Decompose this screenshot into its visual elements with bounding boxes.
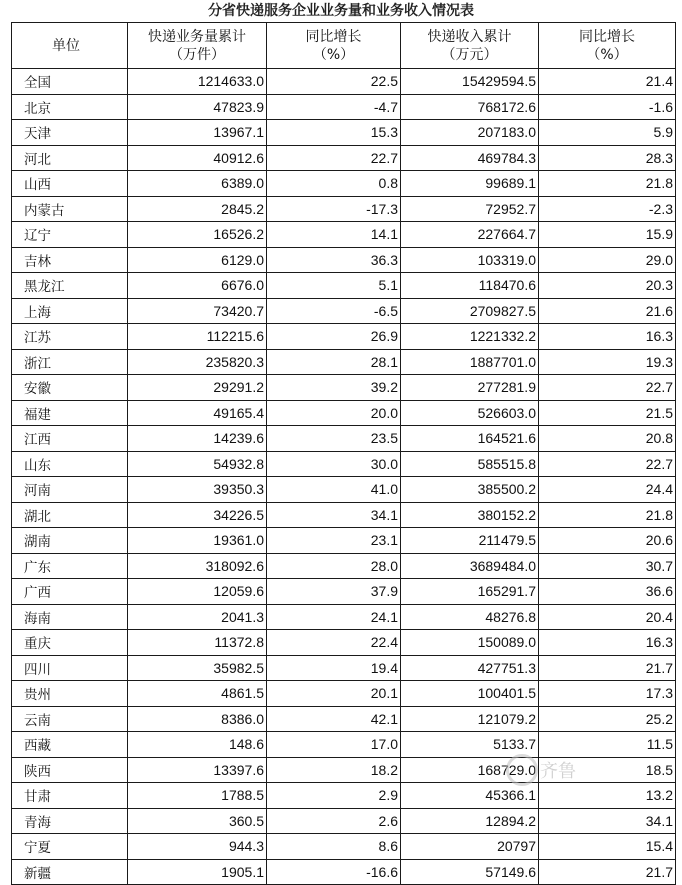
header-revenue-growth [539,23,676,69]
volume-cell: 14239.6 [128,426,267,452]
header-volume-growth-label: 同比增长 [305,28,362,45]
revenue-growth-cell: 30.7 [539,553,676,579]
revenue-growth-cell: 20.6 [539,528,676,554]
region-cell: 山西 [12,171,128,197]
revenue-cell: 5133.7 [401,732,539,758]
revenue-growth-cell: 22.7 [539,451,676,477]
region-cell: 黑龙江 [12,273,128,299]
revenue-cell: 227664.7 [401,222,539,248]
region-cell: 江苏 [12,324,128,350]
watermark-logo-icon [506,754,538,786]
volume-growth-cell: -17.3 [267,196,401,222]
region-cell: 北京 [12,94,128,120]
volume-growth-cell: 8.6 [267,834,401,860]
volume-cell: 11372.8 [128,630,267,656]
volume-growth-cell: 14.1 [267,222,401,248]
revenue-growth-cell: 34.1 [539,808,676,834]
volume-cell: 1788.5 [128,783,267,809]
header-revenue-label: 快递收入累计 [427,28,512,45]
volume-growth-cell: 23.1 [267,528,401,554]
revenue-growth-cell: 29.0 [539,247,676,273]
revenue-growth-cell: 21.8 [539,171,676,197]
table-row [12,324,676,350]
volume-cell: 47823.9 [128,94,267,120]
revenue-growth-cell: 21.8 [539,502,676,528]
volume-cell: 13397.6 [128,757,267,783]
volume-cell: 49165.4 [128,400,267,426]
table-row [12,604,676,630]
volume-growth-cell: 42.1 [267,706,401,732]
volume-growth-cell: 5.1 [267,273,401,299]
region-cell: 宁夏 [12,834,128,860]
revenue-cell: 207183.0 [401,120,539,146]
volume-growth-cell: -16.6 [267,859,401,885]
table-row [12,553,676,579]
region-cell: 天津 [12,120,128,146]
volume-cell: 12059.6 [128,579,267,605]
table-row [12,69,676,95]
revenue-cell: 385500.2 [401,477,539,503]
volume-growth-cell: 41.0 [267,477,401,503]
table-row [12,706,676,732]
table-row [12,579,676,605]
revenue-growth-cell: 17.3 [539,681,676,707]
volume-cell: 944.3 [128,834,267,860]
revenue-cell: 211479.5 [401,528,539,554]
table-row [12,808,676,834]
volume-growth-cell: 22.7 [267,145,401,171]
volume-growth-cell: 28.0 [267,553,401,579]
header-volume [128,23,267,69]
revenue-growth-cell: 36.6 [539,579,676,605]
table-row [12,349,676,375]
region-cell: 浙江 [12,349,128,375]
revenue-growth-cell: 16.3 [539,324,676,350]
revenue-cell: 118470.6 [401,273,539,299]
table-row [12,477,676,503]
revenue-cell: 168729.0 [401,757,539,783]
volume-cell: 73420.7 [128,298,267,324]
revenue-growth-cell: 19.3 [539,349,676,375]
revenue-growth-cell: 21.5 [539,400,676,426]
revenue-cell: 103319.0 [401,247,539,273]
revenue-growth-cell: 21.7 [539,655,676,681]
revenue-growth-cell: 20.8 [539,426,676,452]
revenue-cell: 150089.0 [401,630,539,656]
volume-growth-cell: 20.0 [267,400,401,426]
revenue-cell: 164521.6 [401,426,539,452]
region-cell: 河北 [12,145,128,171]
revenue-cell: 1221332.2 [401,324,539,350]
revenue-cell: 45366.1 [401,783,539,809]
revenue-cell: 165291.7 [401,579,539,605]
revenue-growth-cell: 24.4 [539,477,676,503]
region-cell: 河南 [12,477,128,503]
revenue-growth-cell: 25.2 [539,706,676,732]
revenue-growth-cell: 28.3 [539,145,676,171]
table-row [12,298,676,324]
table-title: 分省快递服务企业业务量和业务收入情况表 [208,3,474,19]
table-row [12,859,676,885]
revenue-cell: 380152.2 [401,502,539,528]
volume-cell: 6129.0 [128,247,267,273]
volume-cell: 13967.1 [128,120,267,146]
revenue-growth-cell: 18.5 [539,757,676,783]
revenue-cell: 768172.6 [401,94,539,120]
volume-cell: 2845.2 [128,196,267,222]
region-cell: 云南 [12,706,128,732]
table-row [12,375,676,401]
table-row [12,222,676,248]
revenue-cell: 427751.3 [401,655,539,681]
volume-cell: 16526.2 [128,222,267,248]
region-cell: 安徽 [12,375,128,401]
revenue-growth-cell: 5.9 [539,120,676,146]
region-cell: 湖北 [12,502,128,528]
table-row [12,196,676,222]
volume-growth-cell: 19.4 [267,655,401,681]
revenue-growth-cell: 11.5 [539,732,676,758]
revenue-growth-cell: -2.3 [539,196,676,222]
revenue-growth-cell: 21.7 [539,859,676,885]
table-row [12,145,676,171]
region-cell: 西藏 [12,732,128,758]
region-cell: 全国 [12,69,128,95]
header-unit: 单位 [12,23,128,69]
region-cell: 广西 [12,579,128,605]
volume-growth-cell: 22.4 [267,630,401,656]
volume-growth-cell: 17.0 [267,732,401,758]
revenue-cell: 12894.2 [401,808,539,834]
volume-growth-cell: 39.2 [267,375,401,401]
header-revenue-unit: （万元） [441,46,498,63]
region-cell: 海南 [12,604,128,630]
header-volume-unit: （万件） [169,46,225,63]
revenue-growth-cell: 20.3 [539,273,676,299]
header-revenue-growth-label: 同比增长 [579,28,635,45]
volume-cell: 148.6 [128,732,267,758]
volume-growth-cell: 0.8 [267,171,401,197]
revenue-cell: 3689484.0 [401,553,539,579]
region-cell: 四川 [12,655,128,681]
revenue-cell: 1887701.0 [401,349,539,375]
header-volume-growth-unit: （%） [312,46,355,63]
header-revenue [401,23,539,69]
volume-growth-cell: 37.9 [267,579,401,605]
volume-growth-cell: 15.3 [267,120,401,146]
region-cell: 陕西 [12,757,128,783]
region-cell: 吉林 [12,247,128,273]
volume-cell: 39350.3 [128,477,267,503]
volume-cell: 2041.3 [128,604,267,630]
revenue-cell: 277281.9 [401,375,539,401]
volume-growth-cell: 30.0 [267,451,401,477]
volume-growth-cell: 36.3 [267,247,401,273]
revenue-cell: 99689.1 [401,171,539,197]
revenue-cell: 72952.7 [401,196,539,222]
region-cell: 重庆 [12,630,128,656]
volume-cell: 6389.0 [128,171,267,197]
volume-growth-cell: 26.9 [267,324,401,350]
volume-growth-cell: 18.2 [267,757,401,783]
table-row [12,655,676,681]
header-volume-growth [267,23,401,69]
revenue-growth-cell: 20.4 [539,604,676,630]
region-cell: 甘肃 [12,783,128,809]
volume-cell: 235820.3 [128,349,267,375]
volume-growth-cell: -6.5 [267,298,401,324]
table-row [12,247,676,273]
revenue-cell: 469784.3 [401,145,539,171]
table-row [12,400,676,426]
region-cell: 贵州 [12,681,128,707]
table-row [12,528,676,554]
region-cell: 辽宁 [12,222,128,248]
revenue-cell: 48276.8 [401,604,539,630]
table-row [12,451,676,477]
volume-cell: 112215.6 [128,324,267,350]
table-row [12,120,676,146]
header-volume-label: 快递业务量累计 [148,28,246,45]
volume-cell: 35982.5 [128,655,267,681]
volume-growth-cell: 2.6 [267,808,401,834]
watermark [506,748,616,788]
table-row [12,426,676,452]
volume-cell: 360.5 [128,808,267,834]
revenue-growth-cell: 15.4 [539,834,676,860]
table-row [12,834,676,860]
revenue-cell: 57149.6 [401,859,539,885]
region-cell: 青海 [12,808,128,834]
volume-cell: 318092.6 [128,553,267,579]
volume-cell: 1905.1 [128,859,267,885]
volume-cell: 1214633.0 [128,69,267,95]
revenue-growth-cell: 22.7 [539,375,676,401]
table-row [12,94,676,120]
revenue-growth-cell: -1.6 [539,94,676,120]
volume-cell: 54932.8 [128,451,267,477]
volume-growth-cell: 20.1 [267,681,401,707]
revenue-cell: 121079.2 [401,706,539,732]
header-revenue-growth-unit: （%） [586,46,628,63]
revenue-growth-cell: 16.3 [539,630,676,656]
table-row [12,630,676,656]
volume-growth-cell: 22.5 [267,69,401,95]
revenue-cell: 585515.8 [401,451,539,477]
volume-growth-cell: 28.1 [267,349,401,375]
volume-cell: 40912.6 [128,145,267,171]
revenue-cell: 20797 [401,834,539,860]
revenue-growth-cell: 13.2 [539,783,676,809]
region-cell: 上海 [12,298,128,324]
volume-growth-cell: 23.5 [267,426,401,452]
region-cell: 内蒙古 [12,196,128,222]
region-cell: 广东 [12,553,128,579]
volume-cell: 29291.2 [128,375,267,401]
revenue-cell: 526603.0 [401,400,539,426]
volume-cell: 34226.5 [128,502,267,528]
volume-cell: 4861.5 [128,681,267,707]
watermark-text: 齐鲁 [540,761,576,782]
volume-cell: 8386.0 [128,706,267,732]
region-cell: 福建 [12,400,128,426]
table-row [12,273,676,299]
revenue-growth-cell: 15.9 [539,222,676,248]
table-row [12,502,676,528]
revenue-cell: 2709827.5 [401,298,539,324]
region-cell: 湖南 [12,528,128,554]
region-cell: 江西 [12,426,128,452]
region-cell: 新疆 [12,859,128,885]
volume-growth-cell: -4.7 [267,94,401,120]
header-row [12,23,676,69]
volume-cell: 19361.0 [128,528,267,554]
revenue-growth-cell: 21.6 [539,298,676,324]
table-row [12,171,676,197]
region-cell: 山东 [12,451,128,477]
revenue-cell: 15429594.5 [401,69,539,95]
revenue-growth-cell: 21.4 [539,69,676,95]
volume-growth-cell: 2.9 [267,783,401,809]
volume-growth-cell: 24.1 [267,604,401,630]
table-row [12,681,676,707]
revenue-cell: 100401.5 [401,681,539,707]
volume-cell: 6676.0 [128,273,267,299]
volume-growth-cell: 34.1 [267,502,401,528]
